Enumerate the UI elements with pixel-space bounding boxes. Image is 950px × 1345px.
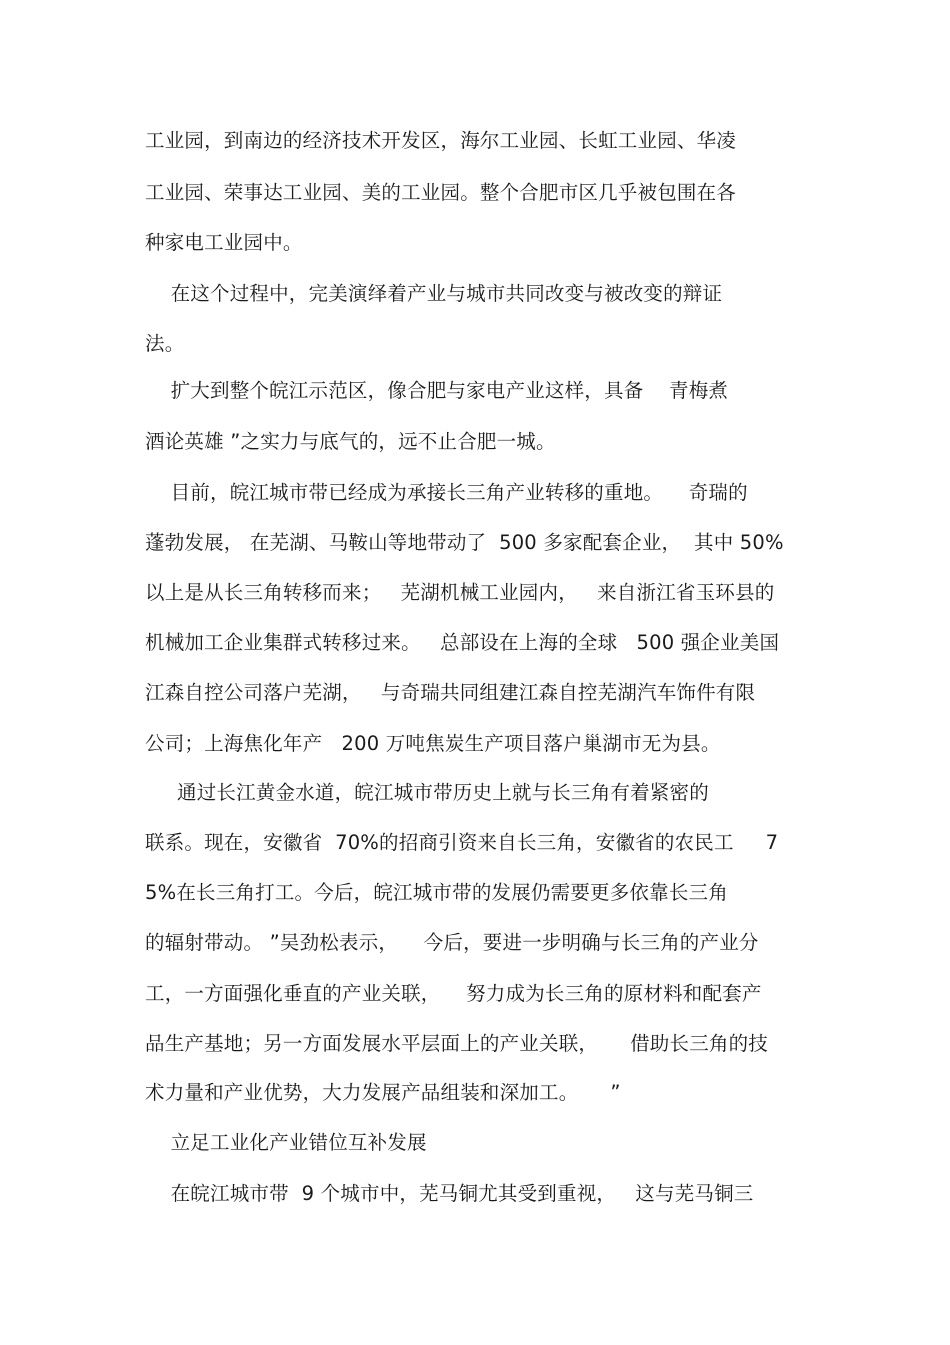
text-line: 工业园、荣事达工业园、美的工业园。整个合肥市区几乎被包围在各	[145, 181, 737, 204]
text-line: 公司；上海焦化年产 200 万吨焦炭生产项目落户巢湖市无为县。	[145, 732, 721, 755]
text-line: 以上是从长三角转移而来； 芜湖机械工业园内， 来自浙江省玉环县的	[145, 581, 775, 604]
text-line: 通过长江黄金水道，皖江城市带历史上就与长三角有着紧密的	[145, 781, 709, 804]
text-line: 工业园，到南边的经济技术开发区，海尔工业园、长虹工业园、华凌	[145, 129, 737, 152]
text-line: 品生产基地；另一方面发展水平层面上的产业关联， 借助长三角的技	[145, 1032, 768, 1055]
text-line: 蓬勃发展， 在芜湖、马鞍山等地带动了 500 多家配套企业， 其中 50%	[145, 531, 784, 554]
text-line: 目前，皖江城市带已经成为承接长三角产业转移的重地。 奇瑞的	[145, 481, 748, 504]
text-line: 术力量和产业优势，大力发展产品组装和深加工。 ”	[145, 1081, 621, 1104]
text-line: 5%在长三角打工。今后，皖江城市带的发展仍需要更多依靠长三角	[145, 881, 728, 904]
text-line: 工，一方面强化垂直的产业关联， 努力成为长三角的原材料和配套产	[145, 982, 762, 1005]
text-line: 机械加工企业集群式转移过来。 总部设在上海的全球 500 强企业美国	[145, 631, 780, 654]
text-line: 联系。现在，安徽省 70%的招商引资来自长三角，安徽省的农民工 7	[145, 831, 779, 854]
text-line: 酒论英雄 ”之实力与底气的，远不止合肥一城。	[145, 430, 556, 453]
text-line: 扩大到整个皖江示范区，像合肥与家电产业这样，具备 青梅煮	[145, 379, 729, 402]
text-line: 江森自控公司落户芜湖， 与奇瑞共同组建江森自控芜湖汽车饰件有限	[145, 681, 756, 704]
text-line: 种家电工业园中。	[145, 231, 303, 254]
text-line: 法。	[145, 332, 185, 355]
section-heading: 立足工业化产业错位互补发展	[145, 1131, 427, 1154]
text-line: 在皖江城市带 9 个城市中，芜马铜尤其受到重视， 这与芜马铜三	[145, 1182, 754, 1205]
text-line: 的辐射带动。 ”吴劲松表示， 今后，要进一步明确与长三角的产业分	[145, 931, 759, 954]
text-line: 在这个过程中，完美演绎着产业与城市共同改变与被改变的辩证	[145, 282, 723, 305]
